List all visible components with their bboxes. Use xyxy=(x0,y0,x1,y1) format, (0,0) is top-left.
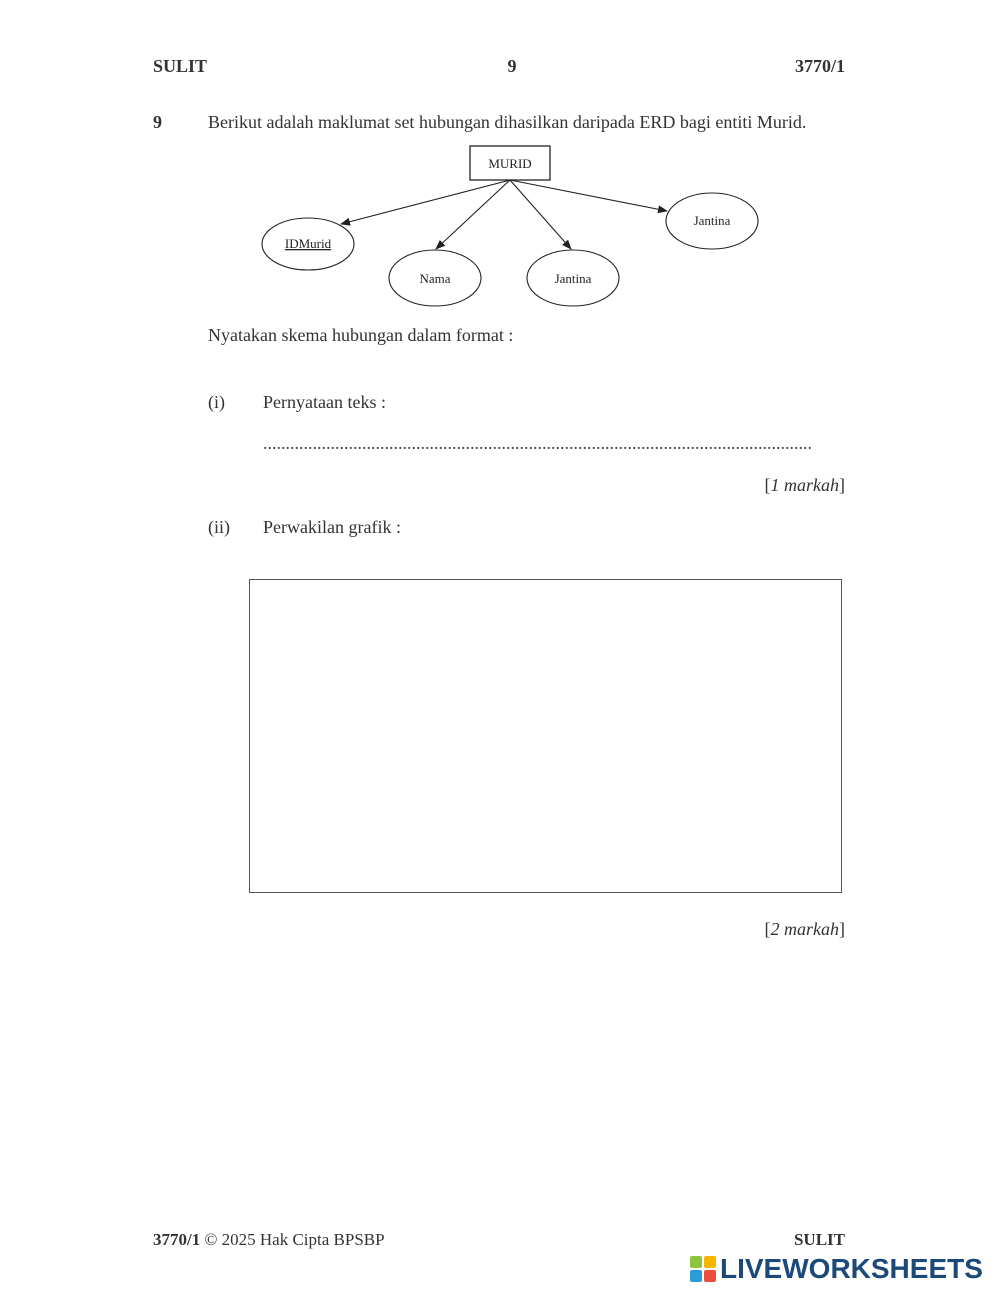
header-classification: SULIT xyxy=(153,56,208,76)
erd-attribute-label: IDMurid xyxy=(284,236,332,251)
part-ii-number: (ii) xyxy=(208,517,230,537)
footer-classification: SULIT xyxy=(793,1230,845,1249)
part-i-answer-line[interactable]: .......................................................................................................................... xyxy=(263,433,812,453)
liveworksheets-logo-icon xyxy=(690,1256,716,1282)
liveworksheets-watermark xyxy=(690,1254,990,1284)
erd-arrow-nama xyxy=(436,180,510,249)
erd-entity-label: MURID xyxy=(488,156,532,171)
header-page-number: 9 xyxy=(507,56,517,76)
part-ii-answer-box[interactable] xyxy=(249,579,842,893)
erd-attribute-jantina-1 xyxy=(527,250,619,306)
part-i-marks: [1 markah] xyxy=(764,475,845,495)
question-text: Berikut adalah maklumat set hubungan dihasilkan daripada ERD bagi entiti Murid. xyxy=(208,112,807,132)
question-number: 9 xyxy=(153,112,162,132)
footer-copyright xyxy=(153,1230,385,1250)
erd-attribute-jantina-2 xyxy=(666,193,758,249)
part-i-label: Pernyataan teks : xyxy=(263,392,386,412)
part-i-number: (i) xyxy=(208,392,225,412)
erd-attribute-idmurid xyxy=(262,218,354,270)
header-paper-code: 3770/1 xyxy=(794,56,845,76)
footer-copyright-text: © 2025 Hak Cipta BPSBP xyxy=(204,1230,385,1249)
part-ii-label: Perwakilan grafik : xyxy=(263,517,401,537)
erd-diagram xyxy=(250,142,770,314)
erd-attribute-label: Jantina xyxy=(693,213,731,228)
footer-paper-code: 3770/1 xyxy=(153,1230,201,1249)
liveworksheets-text: LIVEWORKSHEETS xyxy=(720,1253,983,1284)
instruction-text: Nyatakan skema hubungan dalam format : xyxy=(208,325,514,345)
part-ii-marks: [2 markah] xyxy=(764,919,845,939)
erd-attribute-label: Jantina xyxy=(554,271,592,286)
erd-entity-murid xyxy=(470,146,550,180)
erd-arrow-idmurid xyxy=(341,180,510,224)
erd-attribute-nama xyxy=(389,250,481,306)
erd-attribute-label: Nama xyxy=(419,271,451,286)
